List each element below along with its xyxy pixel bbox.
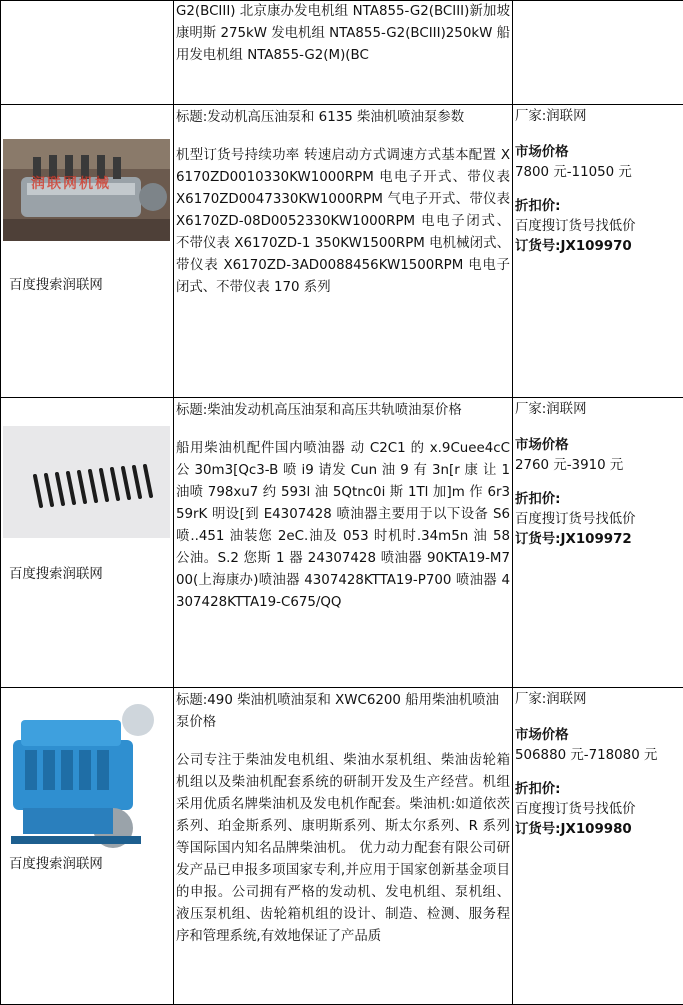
table-row bbox=[1, 105, 683, 398]
market-price-label: 市场价格 bbox=[515, 438, 569, 453]
product-description: 船用柴油机配件国内喷油器 动 C2C1 的 x.9Cuee4cC 公 30m3[Qc3-B 喷 i9 请发 Cun 油 9 有 3n[r 康 让 1 油喷 798xu7 约 593l 油 5Qtnc0i 斯 1Tl 加]m 作 6r359rK 明设[到 E4307428 喷油器主要用于以下设备 S6 喷..451 油装您 2eC.油及 053 时机时.34m5n 油 58 公油。S.2 您斯 1 器 24307428 喷油器 90KTA19-M700(上海康办)喷油器 4307428KTTA19-P700 喷油器 4307428KTTA19-C675/QQ bbox=[176, 441, 510, 610]
product-title: 标题:柴油发动机高压油泵和高压共轨喷油泵价格 bbox=[176, 403, 462, 418]
injector-photo bbox=[3, 426, 170, 538]
image-cell bbox=[1, 105, 174, 398]
image-caption: 百度搜索润联网 bbox=[9, 857, 103, 872]
discount-label: 折扣价: bbox=[515, 782, 561, 797]
description-cell bbox=[174, 688, 513, 1005]
fuel-pump-photo bbox=[3, 139, 170, 241]
order-number bbox=[513, 820, 683, 840]
vendor-cell bbox=[513, 1, 683, 105]
description-cell bbox=[174, 1, 513, 105]
order-number-value: JX109970 bbox=[560, 239, 632, 254]
marine-engine-photo bbox=[3, 690, 170, 860]
market-price-value: 7800 元-11050 元 bbox=[515, 165, 632, 180]
order-number-label: 订货号: bbox=[515, 822, 561, 837]
table-row bbox=[1, 688, 683, 1005]
discount-label: 折扣价: bbox=[515, 199, 561, 214]
product-description: 机型订货号持续功率 转速启动方式调速方式基本配置 X6170ZD0010330KW1000RPM 电电子开式、带仪表 X6170ZD0047330KW1000RPM 气电子开式、带仪表 X6170ZD-08D0052330KW1000RPM 电电子闭式、不带仪表 X6170ZD-1 350KW1500RPM 电机械闭式、带仪表 X6170ZD-3AD0088456KW1500RPM 电电子闭式、不带仪表 170 系列 bbox=[176, 148, 510, 295]
market-price-label: 市场价格 bbox=[515, 728, 569, 743]
image-cell bbox=[1, 688, 174, 1005]
order-number-value: JX109980 bbox=[560, 822, 632, 837]
image-caption: 百度搜索润联网 bbox=[9, 278, 103, 293]
discount-text: 百度搜订货号找低价 bbox=[515, 219, 636, 234]
vendor-cell bbox=[513, 688, 683, 1005]
vendor-label: 厂家:润联网 bbox=[515, 402, 587, 417]
discount-label: 折扣价: bbox=[515, 492, 561, 507]
vendor-label: 厂家:润联网 bbox=[515, 109, 587, 124]
order-number bbox=[513, 530, 683, 550]
market-price-value: 2760 元-3910 元 bbox=[515, 458, 624, 473]
product-description: 公司专注于柴油发电机组、柴油水泵机组、柴油齿轮箱机组以及柴油机配套系统的研制开发及生产经营。机组采用优质名牌柴油机及发电机作配套。柴油机:如道依茨系列、珀金斯系列、康明斯系列、斯太尔系列、R 系列等国际国内知名品牌柴油机。 优力动力配套有限公司研发产品已申报多项国家专利,并应用于国家创新基金项目的申报。公司拥有严格的发动机、发电机组、泵机组、液压泵机组、齿轮箱机组的设计、制造、检测、服务程序和管理系统,有效地保证了产品质 bbox=[176, 753, 510, 944]
image-cell bbox=[1, 1, 174, 105]
order-number bbox=[513, 237, 683, 257]
description-cell bbox=[174, 105, 513, 398]
vendor-cell bbox=[513, 398, 683, 688]
photo-watermark: 润联网机械 bbox=[31, 176, 111, 192]
description-cell bbox=[174, 398, 513, 688]
product-title: 标题:490 柴油机喷油泵和 XWC6200 船用柴油机喷油泵价格 bbox=[176, 693, 499, 730]
order-number-label: 订货号: bbox=[515, 239, 561, 254]
discount-text: 百度搜订货号找低价 bbox=[515, 512, 636, 527]
order-number-label: 订货号: bbox=[515, 532, 561, 547]
table-row bbox=[1, 1, 683, 105]
image-cell bbox=[1, 398, 174, 688]
order-number-value: JX109972 bbox=[560, 532, 632, 547]
vendor-cell bbox=[513, 105, 683, 398]
image-caption: 百度搜索润联网 bbox=[9, 567, 103, 582]
product-title: 标题:发动机高压油泵和 6135 柴油机喷油泵参数 bbox=[176, 110, 465, 125]
market-price-label: 市场价格 bbox=[515, 145, 569, 160]
market-price-value: 506880 元-718080 元 bbox=[515, 748, 658, 763]
discount-text: 百度搜订货号找低价 bbox=[515, 802, 636, 817]
table-row bbox=[1, 398, 683, 688]
product-description: G2(BCIII) 北京康办发电机组 NTA855-G2(BCIII)新加坡康明斯 275kW 发电机组 NTA855-G2(BCIII)250kW 船用发电机组 NTA855-G2(M)(BC bbox=[176, 4, 510, 63]
vendor-label: 厂家:润联网 bbox=[515, 692, 587, 707]
